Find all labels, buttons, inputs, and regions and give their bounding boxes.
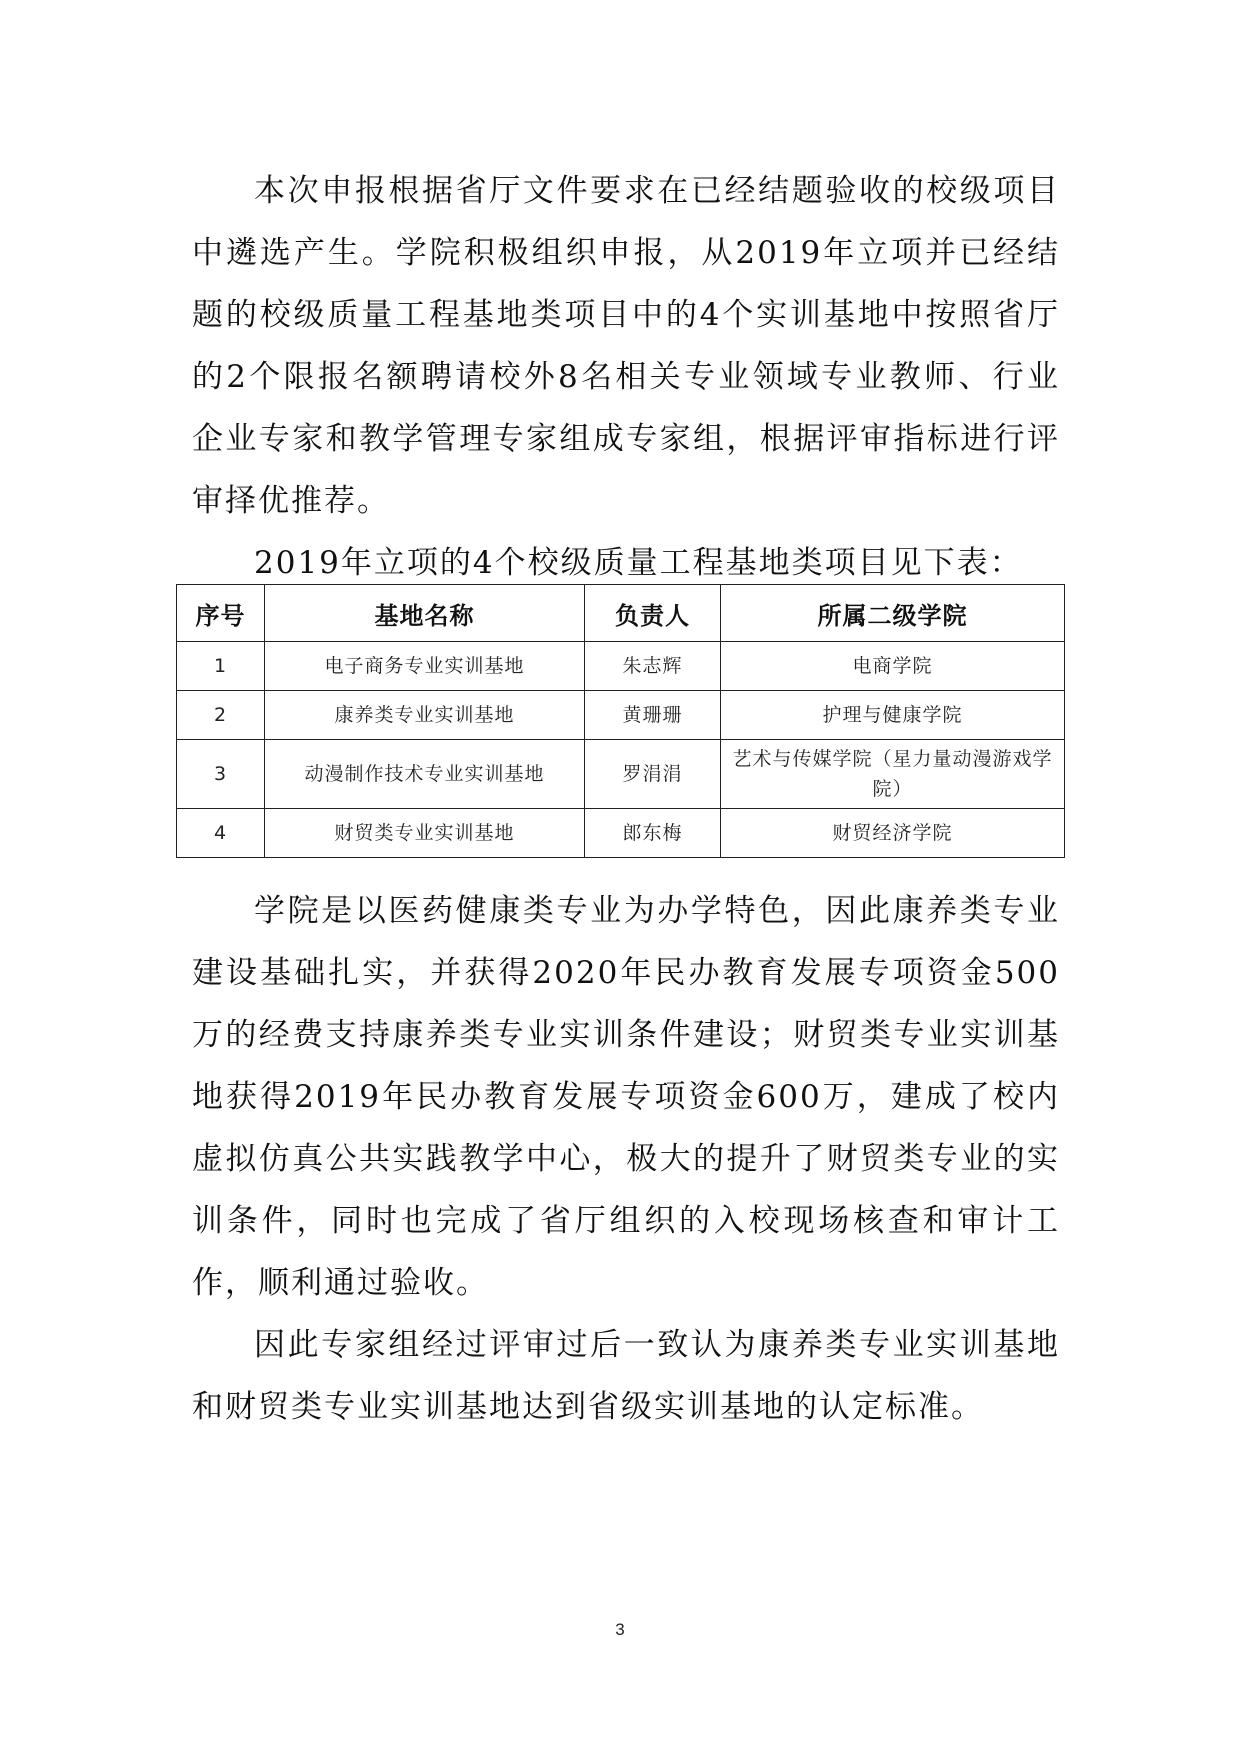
- paragraph-application-basis: 本次申报根据省厅文件要求在已经结题验收的校级项目中遴选产生。学院积极组织申报，从2019年立项并已经结题的校级质量工程基地类项目中的4个实训基地中按照省厅的2个限报名额聘请校外8名相关专业领域专业教师、行业企业专家和教学管理专家组成专家组，根据评审指标进行评审择优推荐。: [192, 173, 1060, 519]
- header-serial-number: 序号: [177, 585, 265, 642]
- projects-table-container: [176, 584, 1064, 858]
- header-base-name: 基地名称: [265, 585, 585, 642]
- cell-base-name: 康养类专业实训基地: [265, 691, 585, 740]
- cell-base-name: 财贸类专业实训基地: [265, 809, 585, 858]
- cell-leader: 黄珊珊: [585, 691, 721, 740]
- paragraph-conclusion: 因此专家组经过评审过后一致认为康养类专业实训基地和财贸类专业实训基地达到省级实训基地的认定标准。: [192, 1327, 1060, 1425]
- header-leader: 负责人: [585, 585, 721, 642]
- table-row: [177, 809, 1065, 858]
- header-college: 所属二级学院: [721, 585, 1065, 642]
- cell-leader: 朱志辉: [585, 642, 721, 691]
- cell-serial-number: 4: [177, 809, 265, 858]
- cell-college: 电商学院: [721, 642, 1065, 691]
- table-caption: 2019年立项的4个校级质量工程基地类项目见下表：: [254, 545, 1023, 581]
- page-number: 3: [615, 1620, 625, 1639]
- cell-college: 护理与健康学院: [721, 691, 1065, 740]
- cell-serial-number: 3: [177, 740, 265, 809]
- table-header-row: [177, 585, 1065, 642]
- cell-serial-number: 1: [177, 642, 265, 691]
- cell-base-name: 电子商务专业实训基地: [265, 642, 585, 691]
- table-row: [177, 740, 1065, 809]
- cell-base-name: 动漫制作技术专业实训基地: [265, 740, 585, 809]
- paragraph-college-features: 学院是以医药健康类专业为办学特色，因此康养类专业建设基础扎实，并获得2020年民办教育发展专项资金500万的经费支持康养类专业实训条件建设；财贸类专业实训基地获得2019年民办教育发展专项资金600万，建成了校内虚拟仿真公共实践教学中心，极大的提升了财贸类专业的实训条件，同时也完成了省厅组织的入校现场核查和审计工作，顺利通过验收。: [192, 893, 1060, 1301]
- table-row: [177, 691, 1065, 740]
- cell-leader: 郎东梅: [585, 809, 721, 858]
- cell-college: 艺术与传媒学院（星力量动漫游戏学院）: [721, 740, 1065, 809]
- table-row: [177, 642, 1065, 691]
- cell-leader: 罗涓涓: [585, 740, 721, 809]
- cell-serial-number: 2: [177, 691, 265, 740]
- projects-table: [176, 584, 1065, 858]
- cell-college: 财贸经济学院: [721, 809, 1065, 858]
